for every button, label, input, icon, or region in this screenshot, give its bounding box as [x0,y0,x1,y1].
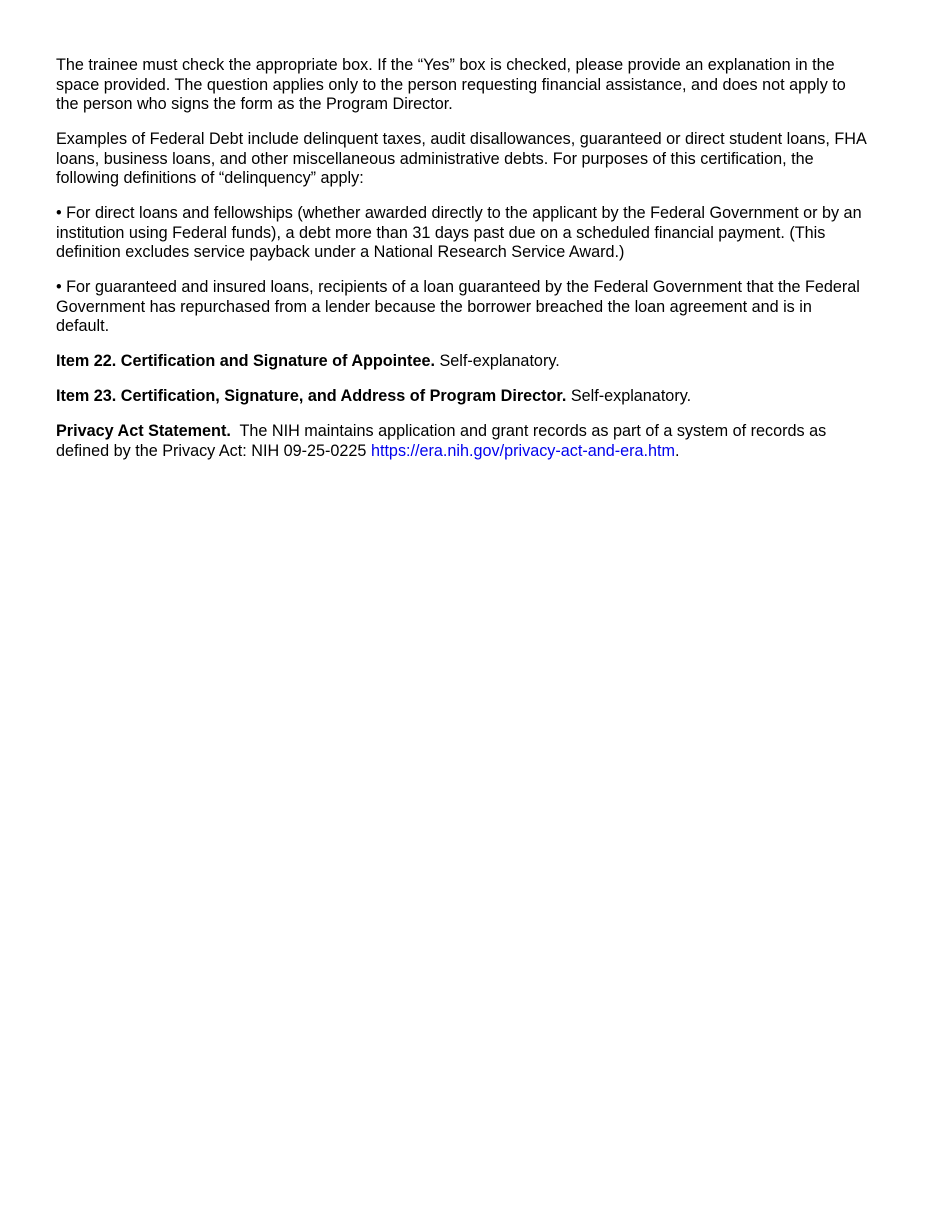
item-23-text: Self-explanatory. [566,387,692,405]
direct-loans-bullet: • For direct loans and fellowships (whether awarded directly to the applicant by the Federal Government or by an institution using Federal funds), a debt more than 31 days past due on a scheduled financial payment. (This definition excludes service payback under a National Research Service Award.) [56,204,862,261]
guaranteed-loans-bullet: • For guaranteed and insured loans, recipients of a loan guaranteed by the Federal Government that the Federal Government has repurchased from a lender because the borrower breached the loan agreement and is in default. [56,278,860,335]
privacy-act-link[interactable]: https://era.nih.gov/privacy-act-and-era.htm [370,441,676,460]
privacy-act-paragraph [56,422,866,461]
privacy-act-trailing: . [675,441,680,460]
federal-debt-examples-paragraph: Examples of Federal Debt include delinquent taxes, audit disallowances, guaranteed or direct student loans, FHA loans, business loans, and other miscellaneous administrative debts. For purposes of this certification, the following definitions of “delinquency” apply: [56,130,866,187]
item-23-heading: Item 23. Certification, Signature, and Address of Program Director. [56,387,567,405]
item-22-heading: Item 22. Certification and Signature of Appointee. [56,352,435,370]
item-23-paragraph [56,387,866,407]
privacy-act-heading: Privacy Act Statement. [56,422,231,440]
document-page [56,56,866,477]
item-22-text: Self-explanatory. [434,352,560,370]
item-22-paragraph [56,352,866,372]
trainee-check-paragraph: The trainee must check the appropriate box. If the “Yes” box is checked, please provide an explanation in the space provided. The question applies only to the person requesting financial assistance, and does not apply to the person who signs the form as the Program Director. [56,56,846,113]
privacy-act-text: The NIH maintains application and grant records as part of a system of records as defined by the Privacy Act: NIH 09-25-0225 [56,422,831,460]
